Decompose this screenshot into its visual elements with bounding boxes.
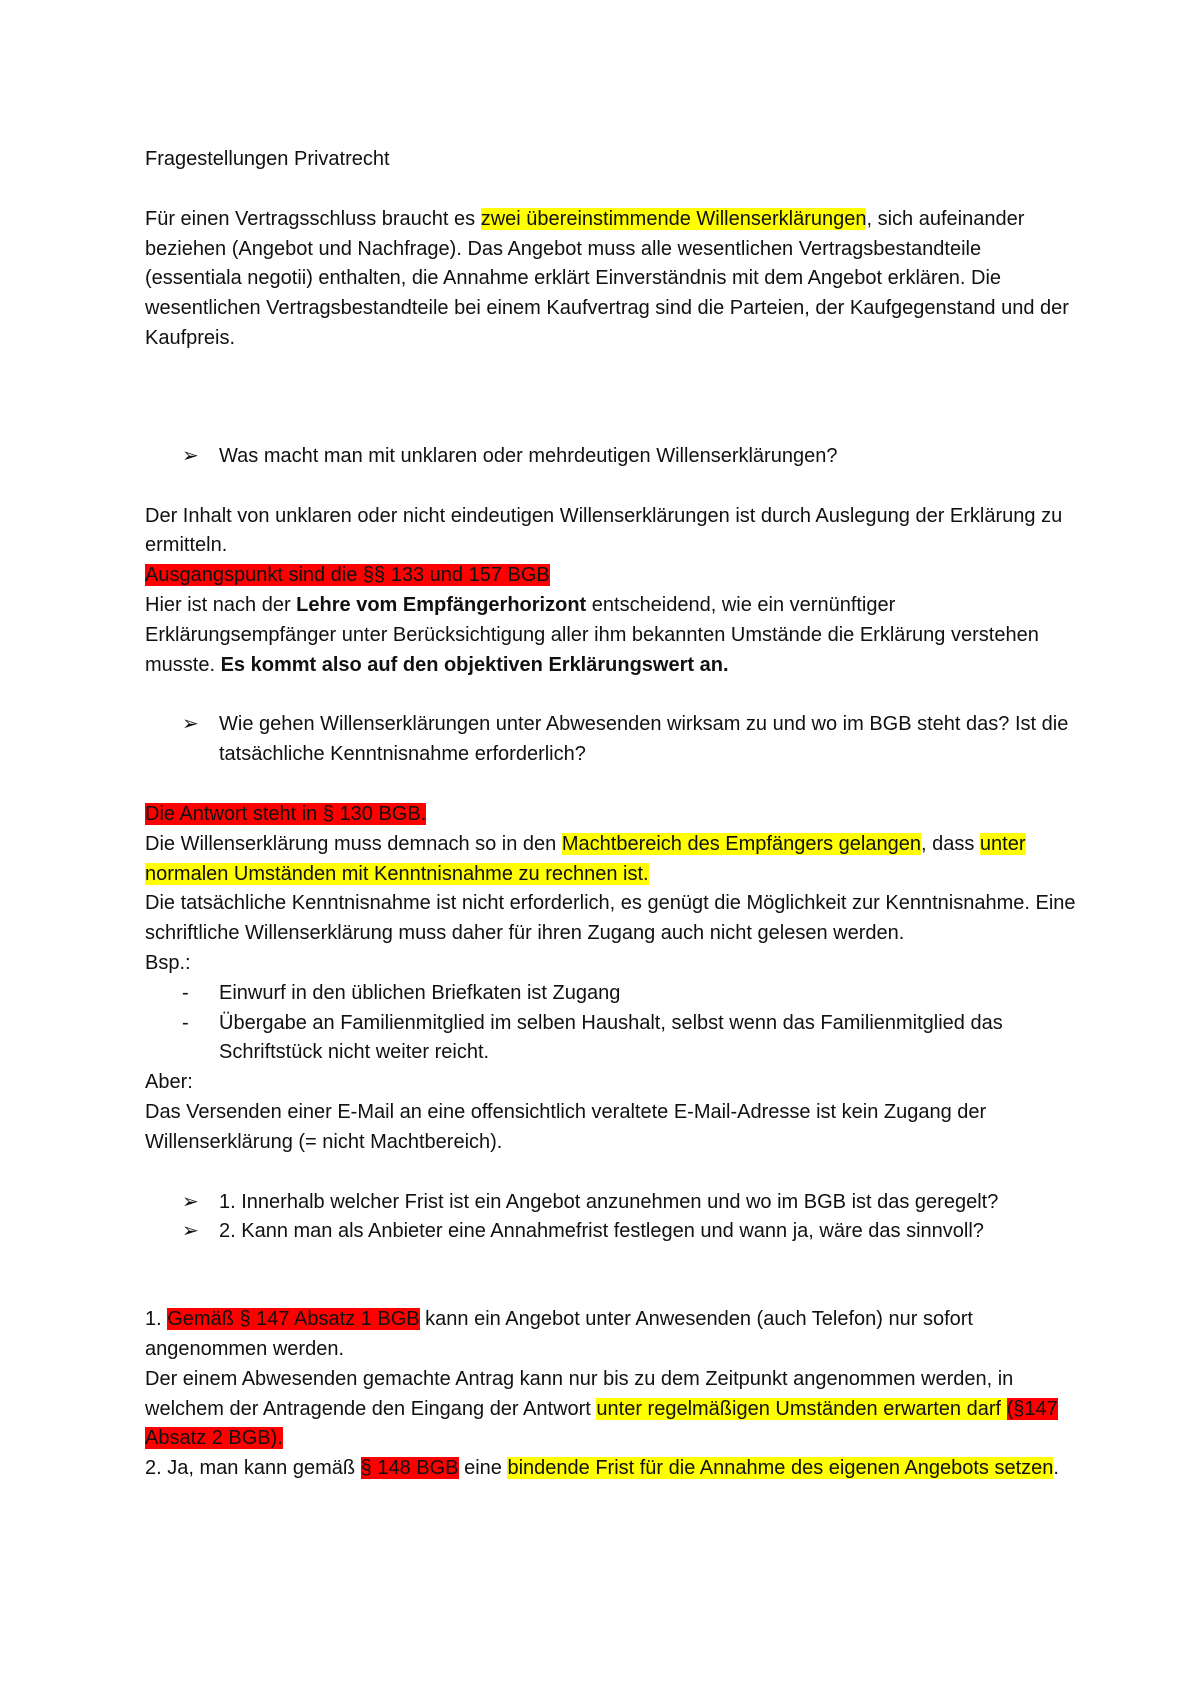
answer-3-text-2a: 2. Ja, man kann gemäß [145,1457,361,1480]
arrow-bullet-icon: ➢ [182,444,199,467]
answer-3-red-1: Gemäß § 147 Absatz 1 BGB [167,1308,420,1331]
answer-2-text-a: Die Willenserklärung muss demnach so in den [145,832,562,855]
document-title: Fragestellungen Privatrecht [145,148,390,170]
answer-3-text-2b: eine [458,1457,508,1480]
intro-highlight: zwei übereinstimmende Willenserklärungen [480,207,867,230]
example-text: Übergabe an Familienmitglied im selben Haushalt, selbst wenn das Familienmitglied das Schriftstück nicht weiter reicht. [219,1011,1003,1064]
answer-1-red-highlight: Ausgangspunkt sind die §§ 133 und 157 BGB [145,564,550,587]
answer-2-highlight-a: Machtbereich des Empfängers gelangen [561,832,921,855]
answer-3-num-1: 1. [145,1308,168,1331]
answer-2-text-c: Die tatsächliche Kenntnisnahme ist nicht erforderlich, es genügt die Möglichkeit zur Kenntnisnahme. Eine schriftliche Willenserklärung muss daher für ihren Zugang auch nicht gelesen werden. [145,892,1076,945]
arrow-bullet-icon: ➢ [182,1190,199,1213]
answer-2-body [145,830,1080,890]
dash-bullet: - [182,981,189,1004]
intro-paragraph [145,205,1080,354]
but-label: Aber: [145,1071,193,1094]
answer-3-red-2: § 148 BGB [360,1457,459,1480]
answer-2-highlight-b: unter normalen Umständen mit Kenntnisnahme zu rechnen ist. [145,832,1026,885]
question-3a [182,1188,1080,1218]
answer-1-text-b: entscheidend, wie ein vernünftiger Erklärungsempfänger unter Berücksichtigung aller ihm bekannten Umstände die Erklärung verstehen musste. [145,593,1039,676]
question-2 [182,710,1080,770]
answer-1-text-a: Hier ist nach der [145,593,297,616]
intro-text-2: , sich aufeinander beziehen (Angebot und Nachfrage). Das Angebot muss alle wesentlichen Vertragsbestandteile (essentiala negotii) enthalten, die Annahme erklärt Einverständnis mit dem Angebot erklären. Die wesentlichen Vertragsbestandteile bei einem Kaufvertrag sind die Parteien, der Kaufgegenstand und der Kaufpreis. [145,207,1069,349]
example-text: Einwurf in den üblichen Briefkaten ist Zugang [219,981,621,1004]
answer-2-red-line [145,800,1080,830]
answer-1-intro: Der Inhalt von unklaren oder nicht eindeutigen Willenserklärungen ist durch Auslegung der Erklärung zu ermitteln. [145,504,1063,557]
question-2-text: Wie gehen Willenserklärungen unter Abwesenden wirksam zu und wo im BGB steht das? Ist die tatsächliche Kenntnisnahme erforderlich? [219,713,1069,766]
example-item [182,1009,1080,1069]
answer-3-part-1b [145,1365,1080,1454]
dash-bullet: - [182,1011,189,1034]
but-text: Das Versenden einer E-Mail an eine offensichtlich veraltete E-Mail-Adresse ist kein Zugang der Willenserklärung (= nicht Machtbereich). [145,1100,987,1153]
answer-1-bold-a: Lehre vom Empfängerhorizont [296,593,587,616]
example-label: Bsp.: [145,951,191,974]
arrow-bullet-icon: ➢ [182,1220,199,1243]
answer-3-text-1: kann ein Angebot unter Anwesenden (auch Telefon) nur sofort angenommen werden. [145,1308,973,1360]
document-body [145,145,1080,1484]
example-item [182,979,1080,1009]
answer-3-text-1b: Der einem Abwesenden gemachte Antrag kann nur bis zu dem Zeitpunkt angenommen werden, in welchem der Antragende den Eingang der Antwort [145,1367,1014,1420]
answer-3-part-1 [145,1305,1080,1365]
answer-1-body [145,591,1080,680]
answer-3-highlight-1b: unter regelmäßigen Umständen erwarten darf [596,1397,1002,1420]
question-3a-text: 1. Innerhalb welcher Frist ist ein Angebot anzunehmen und wo im BGB ist das geregelt? [219,1190,999,1213]
answer-2-text-b: , dass [920,832,980,855]
answer-3-end: . [1053,1457,1059,1480]
question-1 [182,442,1080,472]
answer-3-part-2 [145,1454,1080,1484]
question-3b [182,1217,1080,1247]
question-3b-text: 2. Kann man als Anbieter eine Annahmefrist festlegen und wann ja, wäre das sinnvoll? [219,1220,984,1243]
answer-3-highlight-2: bindende Frist für die Annahme des eigenen Angebots setzen [507,1457,1054,1480]
answer-1-red-line [145,561,1080,591]
answer-3-red-1b: (§147 Absatz 2 BGB). [145,1397,1058,1450]
answer-2-red-highlight: Die Antwort steht in § 130 BGB. [145,802,427,825]
arrow-bullet-icon: ➢ [182,713,199,736]
answer-1-bold-b: Es kommt also auf den objektiven Erklärungswert an. [220,653,729,676]
question-1-text: Was macht man mit unklaren oder mehrdeutigen Willenserklärungen? [219,444,838,467]
intro-text-1: Für einen Vertragsschluss braucht es [145,207,481,230]
answer-3-space [1001,1398,1007,1420]
